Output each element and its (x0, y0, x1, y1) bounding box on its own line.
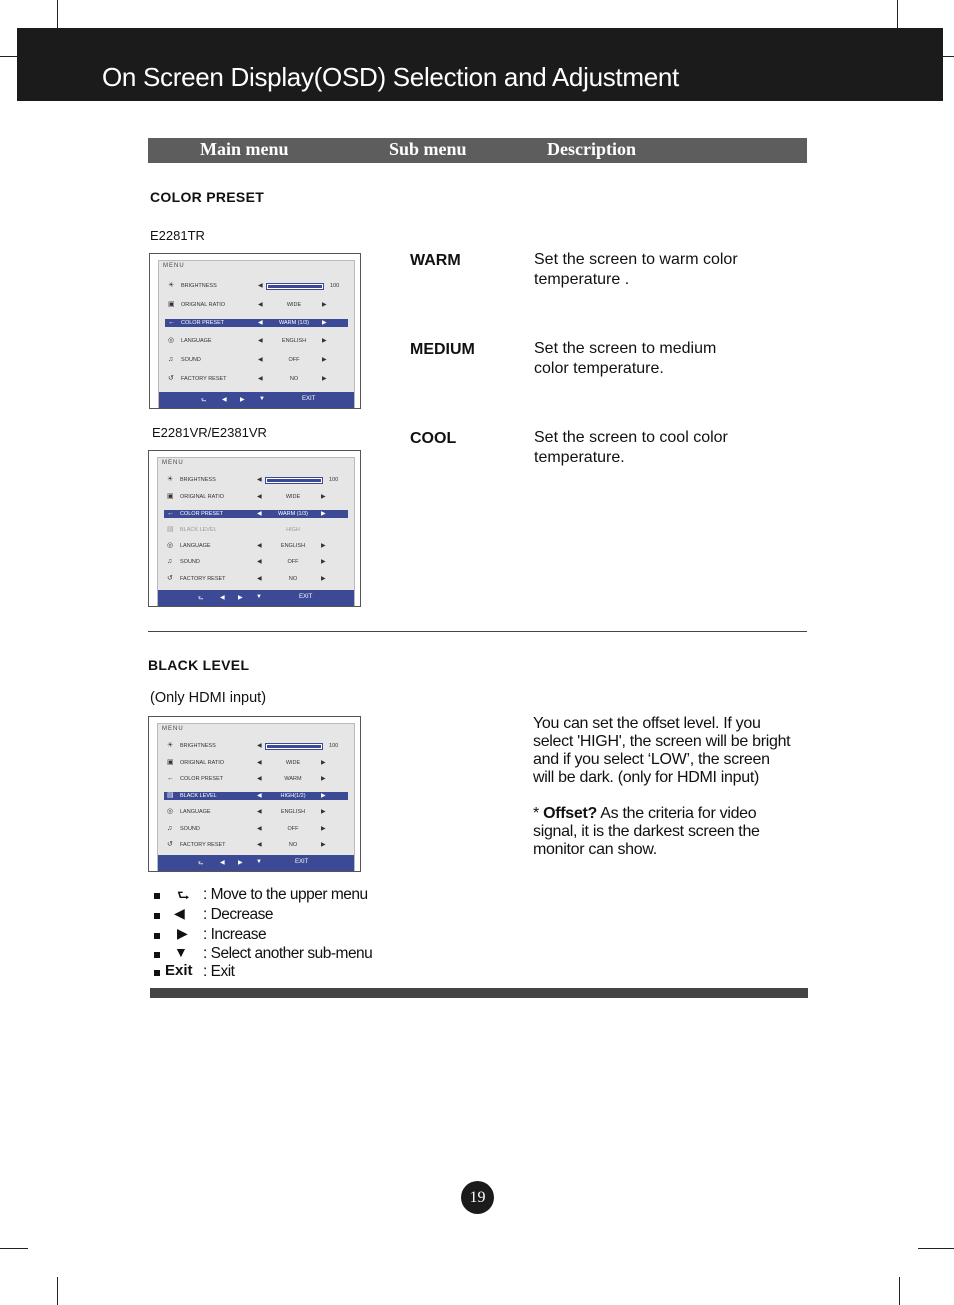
osd-row-value: 100 (329, 477, 339, 483)
left-arrow-icon: ◀ (257, 477, 262, 483)
table-header-bar (148, 138, 807, 163)
sound-icon: ♫ (167, 558, 173, 565)
left-arrow-icon: ◀ (257, 576, 262, 582)
submenu-cool: COOL (410, 430, 457, 447)
osd-row-black-level (164, 792, 348, 800)
offset-text: monitor can show. (533, 841, 657, 858)
brightness-icon: ☀ (167, 742, 174, 749)
offset-text: As the criteria for video (596, 805, 757, 822)
osd-row-value: OFF (288, 357, 300, 363)
brightness-fill (267, 479, 321, 482)
osd-row-factory-reset (164, 841, 348, 849)
header-main-menu: Main menu (200, 139, 289, 159)
osd-exit-label: EXIT (299, 594, 313, 600)
osd-row-original-ratio (164, 759, 348, 767)
osd-row-value: ENGLISH (280, 809, 306, 815)
left-arrow-icon: ◀ (222, 397, 227, 403)
left-arrow-icon: ◀ (258, 302, 263, 308)
osd-screenshot-b (148, 450, 361, 607)
right-arrow-icon: ▶ (321, 809, 326, 815)
osd-row-original-ratio (165, 301, 348, 309)
osd-row-sound (164, 558, 348, 566)
right-arrow-icon: ▶ (321, 760, 326, 766)
desc-warm (534, 250, 809, 290)
osd-row-color-preset (164, 510, 348, 518)
submenu-warm: WARM (410, 252, 461, 269)
color-preset-icon: ← (167, 775, 174, 782)
osd-row-language (165, 337, 348, 345)
legend-text: : Decrease (203, 906, 273, 923)
osd-row-value: HIGH(1/2) (280, 793, 306, 799)
osd-row-name: SOUND (180, 826, 200, 832)
right-arrow-icon: ▶ (321, 842, 326, 848)
osd-screenshot-c (148, 716, 361, 872)
osd-footer-bar (158, 855, 354, 871)
offset-prefix: * (533, 805, 544, 822)
right-arrow-icon: ▶ (322, 320, 327, 326)
left-arrow-icon: ◀ (257, 559, 262, 565)
page-number: 19 (461, 1181, 494, 1214)
left-arrow-icon: ◀ (257, 543, 262, 549)
osd-footer-bar (158, 590, 354, 606)
bullet-icon (154, 970, 160, 976)
down-arrow-icon: ▼ (256, 594, 262, 600)
right-arrow-icon: ▶ (238, 595, 243, 601)
right-arrow-icon: ▶ (321, 543, 326, 549)
osd-panel (157, 723, 355, 871)
model-label-b: E2281VR/E2381VR (152, 425, 267, 440)
language-icon: ◎ (168, 337, 175, 344)
select-submenu-icon: ▼ (174, 944, 188, 960)
osd-row-sound (164, 825, 348, 833)
osd-row-name: BLACK LEVEL (180, 793, 217, 799)
osd-row-name: LANGUAGE (181, 338, 212, 344)
color-preset-icon: ← (168, 319, 175, 326)
osd-row-name: BRIGHTNESS (181, 283, 217, 289)
brightness-slider (265, 743, 323, 750)
bottom-rule (150, 988, 808, 998)
down-arrow-icon: ▼ (259, 396, 265, 402)
osd-row-black-level (164, 526, 348, 534)
brightness-icon: ☀ (168, 282, 175, 289)
osd-row-name: FACTORY RESET (181, 376, 227, 382)
osd-exit-label: EXIT (295, 859, 309, 865)
desc-cool (534, 428, 809, 468)
ratio-icon: ▣ (167, 759, 174, 766)
osd-row-name: LANGUAGE (180, 809, 211, 815)
page-title: On Screen Display(OSD) Selection and Adjustment (102, 62, 679, 92)
brightness-slider (266, 283, 324, 290)
osd-row-value: WARM (284, 776, 302, 782)
upper-menu-icon: ⮑ (198, 596, 204, 602)
osd-row-name: FACTORY RESET (180, 842, 226, 848)
right-arrow-icon: ▶ (322, 302, 327, 308)
left-arrow-icon: ◀ (220, 860, 225, 866)
left-arrow-icon: ◀ (257, 743, 262, 749)
black-level-icon: ▤ (167, 526, 174, 533)
brightness-slider (265, 477, 323, 484)
offset-label: Offset? (543, 805, 597, 822)
osd-row-brightness (165, 282, 348, 290)
left-arrow-icon: ◀ (257, 776, 262, 782)
left-arrow-icon: ◀ (258, 283, 263, 289)
black-level-icon: ▤ (167, 792, 174, 799)
osd-row-value: 100 (330, 283, 340, 289)
right-arrow-icon: ▶ (321, 576, 326, 582)
osd-row-value: NO (289, 376, 299, 382)
osd-row-original-ratio (164, 493, 348, 501)
upper-menu-icon: ⮑ (198, 861, 204, 867)
osd-row-language (164, 808, 348, 816)
upper-menu-icon: ⮑ (177, 887, 190, 903)
osd-row-value: WIDE (285, 760, 301, 766)
left-arrow-icon: ◀ (258, 376, 263, 382)
legend-text: : Increase (203, 926, 267, 943)
model-label-a: E2281TR (150, 228, 205, 243)
bullet-icon (154, 893, 160, 899)
osd-row-value: WARM (1/3) (277, 511, 309, 517)
section-divider (148, 631, 807, 632)
right-arrow-icon: ▶ (322, 338, 327, 344)
black-level-desc-line: and if you select ‘LOW’, the screen (533, 751, 770, 768)
desc-cool-line2: temperature. (534, 449, 625, 466)
left-arrow-icon: ◀ (257, 842, 262, 848)
black-level-desc-line: will be dark. (only for HDMI input) (533, 769, 760, 786)
brightness-icon: ☀ (167, 476, 174, 483)
osd-exit-label: EXIT (302, 396, 316, 402)
hdmi-note: (Only HDMI input) (150, 690, 267, 706)
osd-row-name: COLOR PRESET (180, 511, 224, 517)
increase-icon: ▶ (177, 925, 188, 941)
left-arrow-icon: ◀ (220, 595, 225, 601)
osd-row-sound (165, 356, 348, 364)
ratio-icon: ▣ (168, 301, 175, 308)
right-arrow-icon: ▶ (238, 860, 243, 866)
osd-panel (158, 260, 355, 408)
sound-icon: ♫ (168, 356, 174, 363)
osd-row-name: FACTORY RESET (180, 576, 226, 582)
desc-medium (534, 339, 809, 379)
osd-row-name: BLACK LEVEL (180, 527, 217, 533)
desc-cool-line1: Set the screen to cool color (534, 429, 728, 446)
osd-row-name: ORIGINAL RATIO (180, 760, 225, 766)
right-arrow-icon: ▶ (322, 376, 327, 382)
osd-row-value: WARM (1/3) (278, 320, 310, 326)
upper-menu-icon: ⮑ (201, 398, 207, 404)
osd-menu-label: MENU (163, 263, 185, 269)
right-arrow-icon: ▶ (321, 826, 326, 832)
osd-row-brightness (164, 476, 348, 484)
offset-line (533, 805, 808, 823)
right-arrow-icon: ▶ (321, 776, 326, 782)
language-icon: ◎ (167, 808, 174, 815)
osd-row-name: COLOR PRESET (180, 776, 224, 782)
osd-row-value: OFF (287, 559, 299, 565)
header-description: Description (547, 139, 636, 159)
desc-medium-line2: color temperature. (534, 360, 664, 377)
left-arrow-icon: ◀ (257, 760, 262, 766)
osd-row-language (164, 542, 348, 550)
brightness-fill (267, 745, 321, 748)
decrease-icon: ◀ (174, 905, 185, 921)
osd-row-name: SOUND (180, 559, 200, 565)
osd-row-factory-reset (165, 375, 348, 383)
left-arrow-icon: ◀ (257, 494, 262, 500)
osd-row-value: ENGLISH (281, 338, 307, 344)
right-arrow-icon: ▶ (321, 793, 326, 799)
right-arrow-icon: ▶ (321, 494, 326, 500)
bullet-icon (154, 933, 160, 939)
osd-menu-label: MENU (162, 460, 184, 466)
osd-row-name: ORIGINAL RATIO (180, 494, 225, 500)
left-arrow-icon: ◀ (258, 320, 263, 326)
submenu-medium: MEDIUM (410, 341, 475, 358)
desc-warm-line2: temperature . (534, 271, 630, 288)
down-arrow-icon: ▼ (256, 859, 262, 865)
desc-warm-line1: Set the screen to warm color (534, 251, 738, 268)
osd-footer-bar (159, 392, 354, 408)
left-arrow-icon: ◀ (257, 826, 262, 832)
left-arrow-icon: ◀ (258, 357, 263, 363)
right-arrow-icon: ▶ (321, 559, 326, 565)
osd-row-name: BRIGHTNESS (180, 743, 216, 749)
sound-icon: ♫ (167, 825, 173, 832)
header-sub-menu: Sub menu (389, 139, 467, 159)
osd-row-value: WIDE (285, 494, 301, 500)
bullet-icon (154, 913, 160, 919)
exit-label: Exit (165, 962, 193, 979)
osd-row-name: ORIGINAL RATIO (181, 302, 226, 308)
osd-row-name: LANGUAGE (180, 543, 211, 549)
osd-panel (157, 457, 355, 606)
osd-row-value: NO (288, 842, 298, 848)
osd-row-value: NO (288, 576, 298, 582)
osd-row-value: OFF (287, 826, 299, 832)
osd-menu-label: MENU (162, 726, 184, 732)
color-preset-title: COLOR PRESET (150, 189, 265, 205)
osd-row-value: HIGH (286, 527, 300, 533)
reset-icon: ↺ (167, 575, 173, 582)
left-arrow-icon: ◀ (257, 809, 262, 815)
right-arrow-icon: ▶ (322, 357, 327, 363)
black-level-description (533, 715, 808, 859)
right-arrow-icon: ▶ (321, 511, 326, 517)
reset-icon: ↺ (168, 375, 174, 382)
left-arrow-icon: ◀ (257, 793, 262, 799)
osd-row-value: ENGLISH (280, 543, 306, 549)
black-level-desc-line: select 'HIGH', the screen will be bright (533, 733, 791, 750)
right-arrow-icon: ▶ (240, 397, 245, 403)
black-level-desc-line: You can set the offset level. If you (533, 715, 761, 732)
bullet-icon (154, 952, 160, 958)
osd-row-name: BRIGHTNESS (180, 477, 216, 483)
ratio-icon: ▣ (167, 493, 174, 500)
left-arrow-icon: ◀ (257, 511, 262, 517)
osd-row-value: 100 (329, 743, 339, 749)
osd-row-name: COLOR PRESET (181, 320, 225, 326)
osd-row-color-preset (164, 775, 348, 783)
offset-text: signal, it is the darkest screen the (533, 823, 760, 840)
osd-row-color-preset (165, 319, 348, 327)
legend-text: : Move to the upper menu (203, 886, 368, 903)
legend-text: : Exit (203, 963, 235, 980)
black-level-title: BLACK LEVEL (148, 657, 250, 673)
osd-row-value: WIDE (286, 302, 302, 308)
color-preset-icon: ← (167, 510, 174, 517)
brightness-fill (268, 285, 322, 288)
osd-row-factory-reset (164, 575, 348, 583)
language-icon: ◎ (167, 542, 174, 549)
legend-text: : Select another sub-menu (203, 945, 373, 962)
osd-row-name: SOUND (181, 357, 201, 363)
reset-icon: ↺ (167, 841, 173, 848)
desc-medium-line1: Set the screen to medium (534, 340, 717, 357)
left-arrow-icon: ◀ (258, 338, 263, 344)
osd-row-brightness (164, 742, 348, 750)
osd-screenshot-a (149, 253, 361, 409)
